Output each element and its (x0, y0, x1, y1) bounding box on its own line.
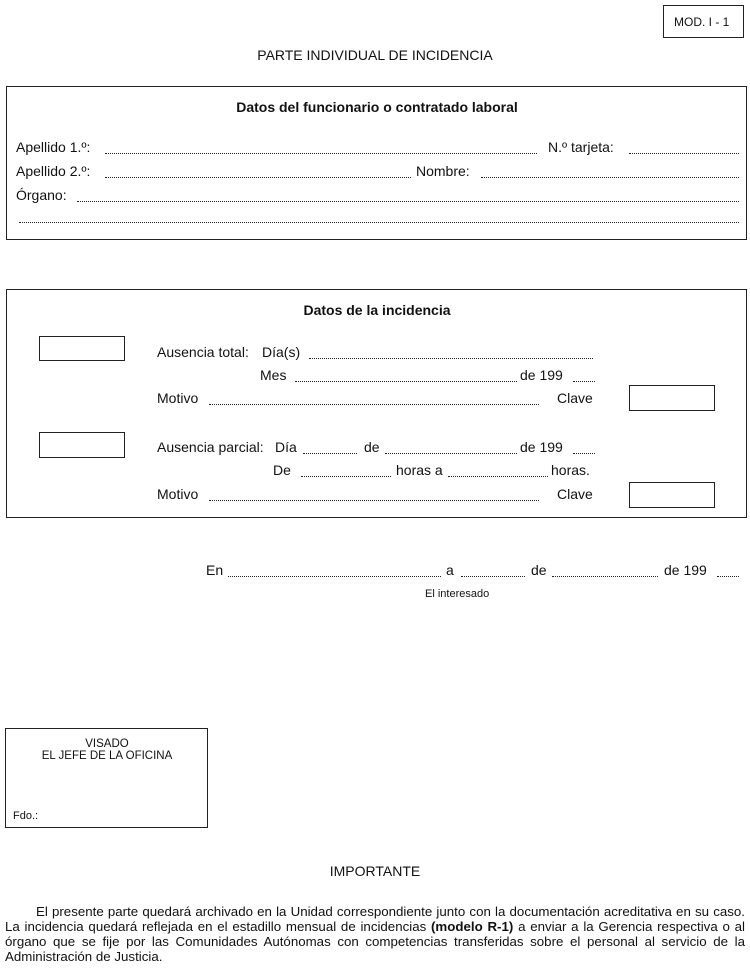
sign-a-label: a (446, 562, 454, 578)
ausencia-total-checkbox[interactable] (39, 336, 125, 361)
sign-place-field[interactable] (228, 576, 441, 577)
visado-label: VISADO (85, 738, 129, 750)
parcial-clave-box[interactable] (629, 482, 715, 508)
parcial-dia-label: Día (275, 439, 297, 455)
sign-month-field[interactable] (552, 576, 658, 577)
total-motivo-field[interactable] (209, 404, 539, 405)
ausencia-parcial-checkbox[interactable] (39, 432, 125, 458)
parcial-horas-label: horas. (551, 462, 590, 478)
importante-text-bold: (modelo R-1) (431, 919, 514, 934)
total-year-label: de 199 (520, 367, 563, 383)
sign-year-field[interactable] (717, 576, 739, 577)
total-clave-label: Clave (557, 390, 593, 406)
parcial-month-field[interactable] (385, 453, 517, 454)
jefe-oficina-label: EL JEFE DE LA OFICINA (41, 750, 173, 762)
parcial-clave-label: Clave (557, 486, 593, 502)
form-code-box (663, 5, 744, 38)
parcial-horas-a-label: horas a (396, 462, 443, 478)
tarjeta-field[interactable] (629, 153, 739, 154)
ausencia-total-label: Ausencia total: (157, 344, 249, 360)
form-code: MOD. I - 1 (674, 15, 730, 29)
total-year-field[interactable] (573, 381, 595, 382)
apellido1-field[interactable] (105, 153, 537, 154)
sign-day-field[interactable] (461, 576, 525, 577)
parcial-to-field[interactable] (448, 476, 548, 477)
parcial-from-label: De (273, 462, 291, 478)
total-motivo-label: Motivo (157, 390, 199, 406)
parcial-motivo-field[interactable] (209, 500, 539, 501)
organo-field[interactable] (77, 201, 739, 202)
incident-section (6, 289, 747, 518)
nombre-field[interactable] (481, 177, 739, 178)
parcial-motivo-label: Motivo (157, 486, 199, 502)
dias-label: Día(s) (262, 344, 301, 360)
apellido2-field[interactable] (105, 177, 411, 178)
total-clave-box[interactable] (629, 385, 715, 411)
visado-box (5, 728, 208, 828)
apellido2-label: Apellido 2.º: (16, 163, 91, 179)
parcial-from-field[interactable] (301, 476, 391, 477)
parcial-dia-field[interactable] (303, 453, 357, 454)
incident-section-title: Datos de la incidencia (303, 302, 451, 318)
organo-field-continued[interactable] (19, 222, 739, 223)
mes-label: Mes (260, 367, 287, 383)
tarjeta-label: N.º tarjeta: (548, 139, 614, 155)
nombre-label: Nombre: (416, 163, 470, 179)
importante-text (5, 904, 745, 964)
parcial-de-label: de (364, 439, 380, 455)
mes-field[interactable] (295, 381, 517, 382)
employee-section-title: Datos del funcionario o contratado laboral (236, 99, 518, 115)
importante-text-before: El presente parte quedará archivado en la Unidad correspondiente junto con la documentación acreditativa en su caso. La incidencia quedará reflejada en el estadillo mensual de incidencias (5, 904, 745, 934)
page-title: PARTE INDIVIDUAL DE INCIDENCIA (257, 47, 493, 63)
ausencia-parcial-label: Ausencia parcial: (157, 439, 264, 455)
fdo-label: Fdo.: (13, 810, 39, 822)
importante-text-after: a enviar a la Gerencia respectiva o al órgano que se fije por las Comunidades Autónomas con competencias transferidas sobre el personal al servicio de la Administración de Justicia. (5, 919, 745, 964)
sign-year-label: de 199 (664, 562, 707, 578)
sign-en-label: En (206, 562, 224, 578)
dias-field[interactable] (309, 358, 593, 359)
interesado-label: El interesado (425, 588, 490, 600)
apellido1-label: Apellido 1.º: (16, 139, 91, 155)
sign-de-label: de (531, 562, 547, 578)
importante-title: IMPORTANTE (329, 863, 421, 879)
parcial-year-field[interactable] (573, 453, 595, 454)
organo-label: Órgano: (16, 187, 67, 203)
employee-section (6, 86, 747, 240)
parcial-year-label: de 199 (520, 439, 563, 455)
